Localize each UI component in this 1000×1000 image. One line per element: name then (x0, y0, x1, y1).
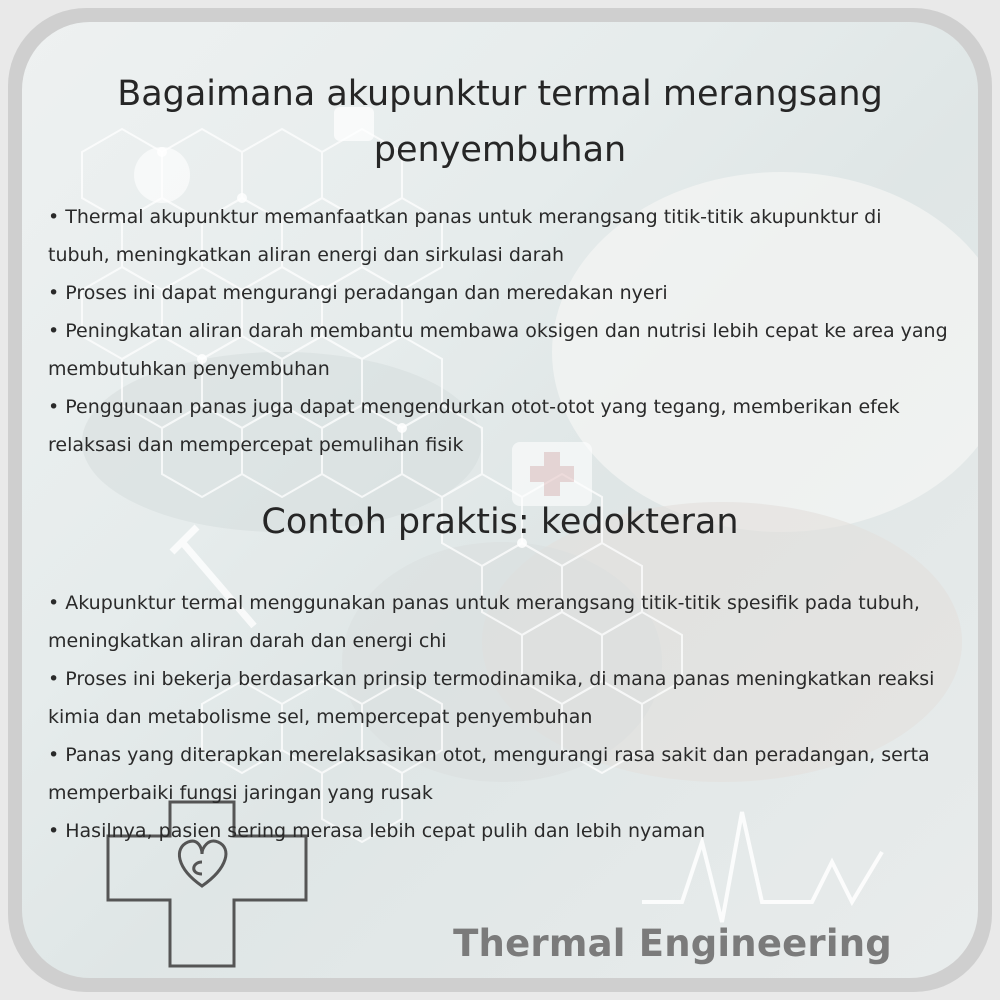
list-item: • Thermal akupunktur memanfaatkan panas untuk merangsang titik-titik akupunktur di tubuh, meningkatkan aliran energi dan sirkulasi darah (48, 206, 882, 266)
list-item: • Hasilnya, pasien sering merasa lebih cepat pulih dan lebih nyaman (48, 820, 706, 842)
list-item: • Proses ini dapat mengurangi peradangan dan meredakan nyeri (48, 282, 668, 304)
bullet-list-practical-example (48, 584, 948, 850)
bullet-list-how-it-works (48, 198, 948, 464)
list-item: • Akupunktur termal menggunakan panas untuk merangsang titik-titik spesifik pada tubuh, meningkatkan aliran darah dan energi chi (48, 592, 920, 652)
brand-watermark: Thermal Engineering (453, 922, 892, 965)
section-heading: Contoh praktis: kedokteran (261, 502, 739, 542)
list-item: • Panas yang diterapkan merelaksasikan otot, mengurangi rasa sakit dan peradangan, serta memperbaiki fungsi jaringan yang rusak (48, 744, 930, 804)
list-item: • Penggunaan panas juga dapat mengendurkan otot-otot yang tegang, memberikan efek relaksasi dan mempercepat pemulihan fisik (48, 396, 900, 456)
list-item: • Proses ini bekerja berdasarkan prinsip termodinamika, di mana panas meningkatkan reaksi kimia dan metabolisme sel, mempercepat penyembuhan (48, 668, 935, 728)
page-title: Bagaimana akupunktur termal merangsang penyembuhan (117, 74, 883, 170)
list-item: • Peningkatan aliran darah membantu membawa oksigen dan nutrisi lebih cepat ke area yang membutuhkan penyembuhan (48, 320, 948, 380)
card-frame (8, 8, 992, 992)
card (22, 22, 978, 978)
